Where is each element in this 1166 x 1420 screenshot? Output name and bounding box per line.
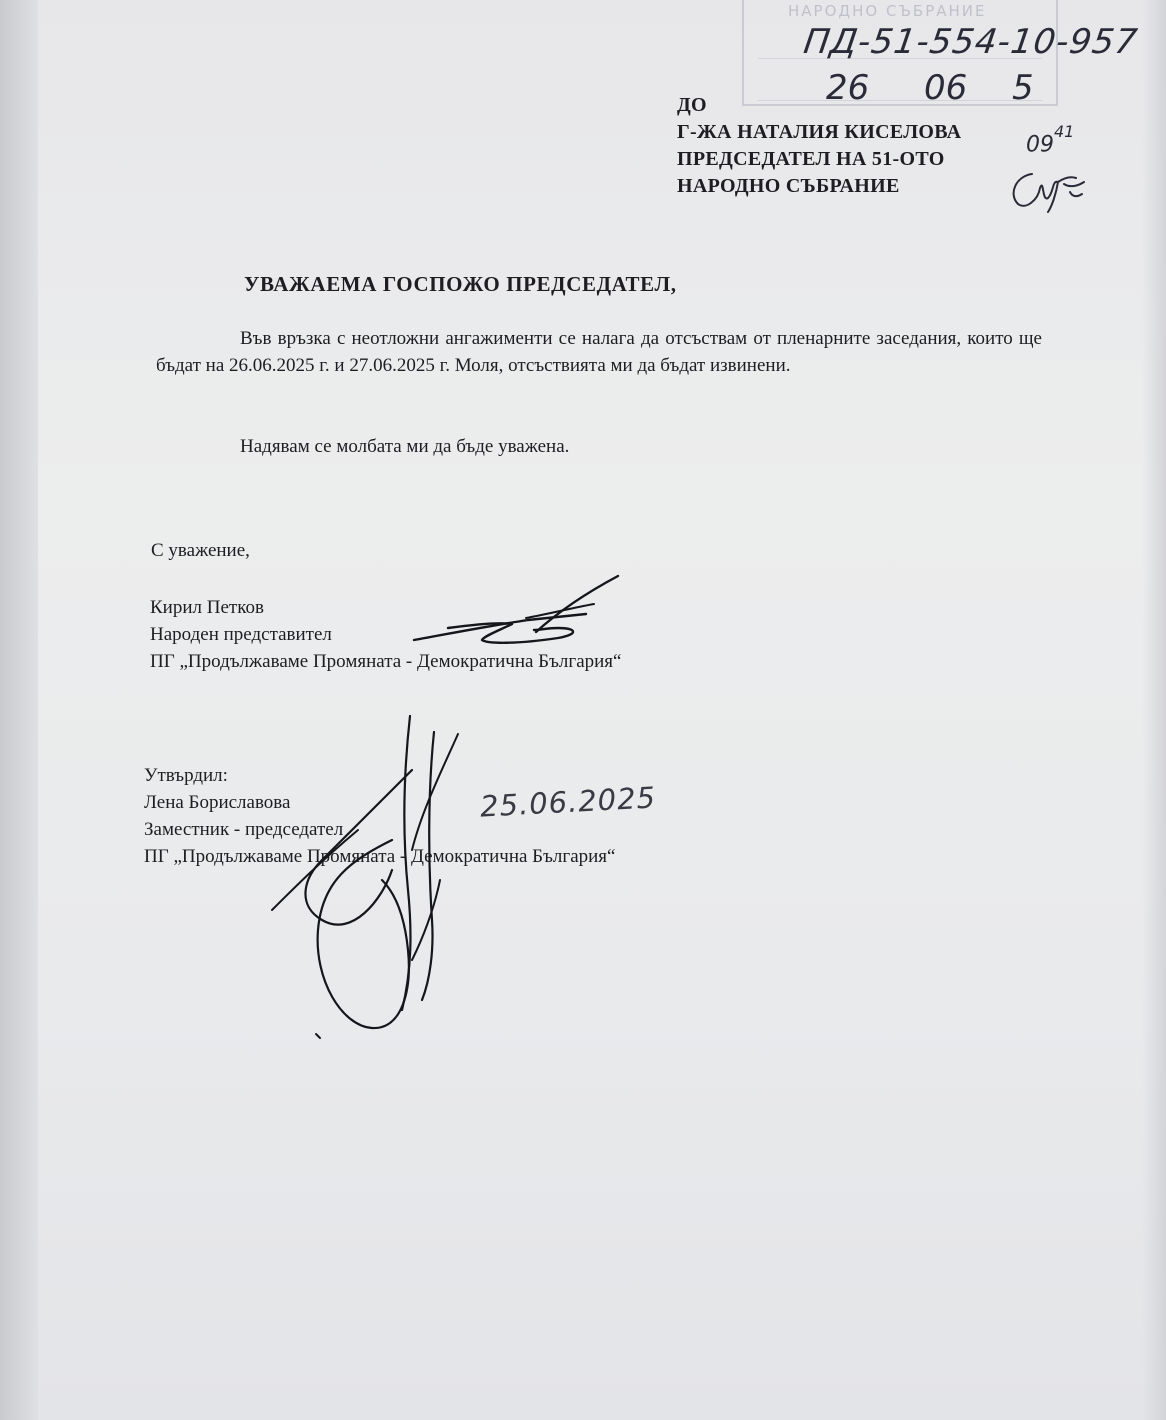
- addressee-position: ПРЕДСЕДАТЕЛ НА 51-ОТО: [677, 148, 945, 170]
- stamp-registration-number: ПД-51-554-10-957: [801, 22, 1141, 62]
- addressee-institution: НАРОДНО СЪБРАНИЕ: [677, 175, 900, 197]
- handwritten-time-hours: 09: [1026, 132, 1054, 158]
- approval-label: Утвърдил:: [144, 765, 228, 786]
- handwritten-time: [1026, 122, 1075, 158]
- sender-title: Народен представител: [150, 624, 332, 645]
- handwritten-time-minutes: 41: [1054, 122, 1075, 141]
- handwritten-approval-date: 25.06.2025: [479, 780, 657, 824]
- registry-stamp: [742, 0, 1141, 108]
- sender-signature: [408, 572, 628, 652]
- sender-group: ПГ „Продължаваме Промяната - Демократична България“: [150, 651, 622, 672]
- approver-title: Заместник - председател: [144, 819, 344, 840]
- addressee-block: [677, 92, 961, 200]
- stamp-date-day: 26: [826, 68, 870, 108]
- body-paragraph-1: Във връзка с неотложни ангажименти се налага да отсъствам от пленарните заседания, които ще бъдат на 26.06.2025 г. и 27.06.2025 г. Моля, отсъствията ми да бъдат извинени.: [156, 328, 1042, 376]
- sender-name: Кирил Петков: [150, 597, 264, 618]
- stamp-date-year: 5: [1012, 68, 1034, 108]
- addressee-name: Г-ЖА НАТАЛИЯ КИСЕЛОВА: [677, 121, 962, 143]
- salutation: УВАЖАЕМА ГОСПОЖО ПРЕДСЕДАТЕЛ,: [244, 272, 677, 296]
- registrar-initials: [1000, 160, 1095, 220]
- stamp-date-month: 06: [924, 68, 968, 108]
- stamp-title: НАРОДНО СЪБРАНИЕ: [788, 2, 987, 20]
- approver-signature: [262, 710, 472, 1050]
- approver-name: Лена Бориславова: [144, 792, 291, 813]
- addressee-prefix: ДО: [677, 94, 707, 116]
- approver-group: ПГ „Продължаваме Промяната - Демократична България“: [144, 846, 616, 867]
- body-paragraph-2: Надявам се молбата ми да бъде уважена.: [240, 436, 570, 457]
- closing: С уважение,: [151, 540, 250, 561]
